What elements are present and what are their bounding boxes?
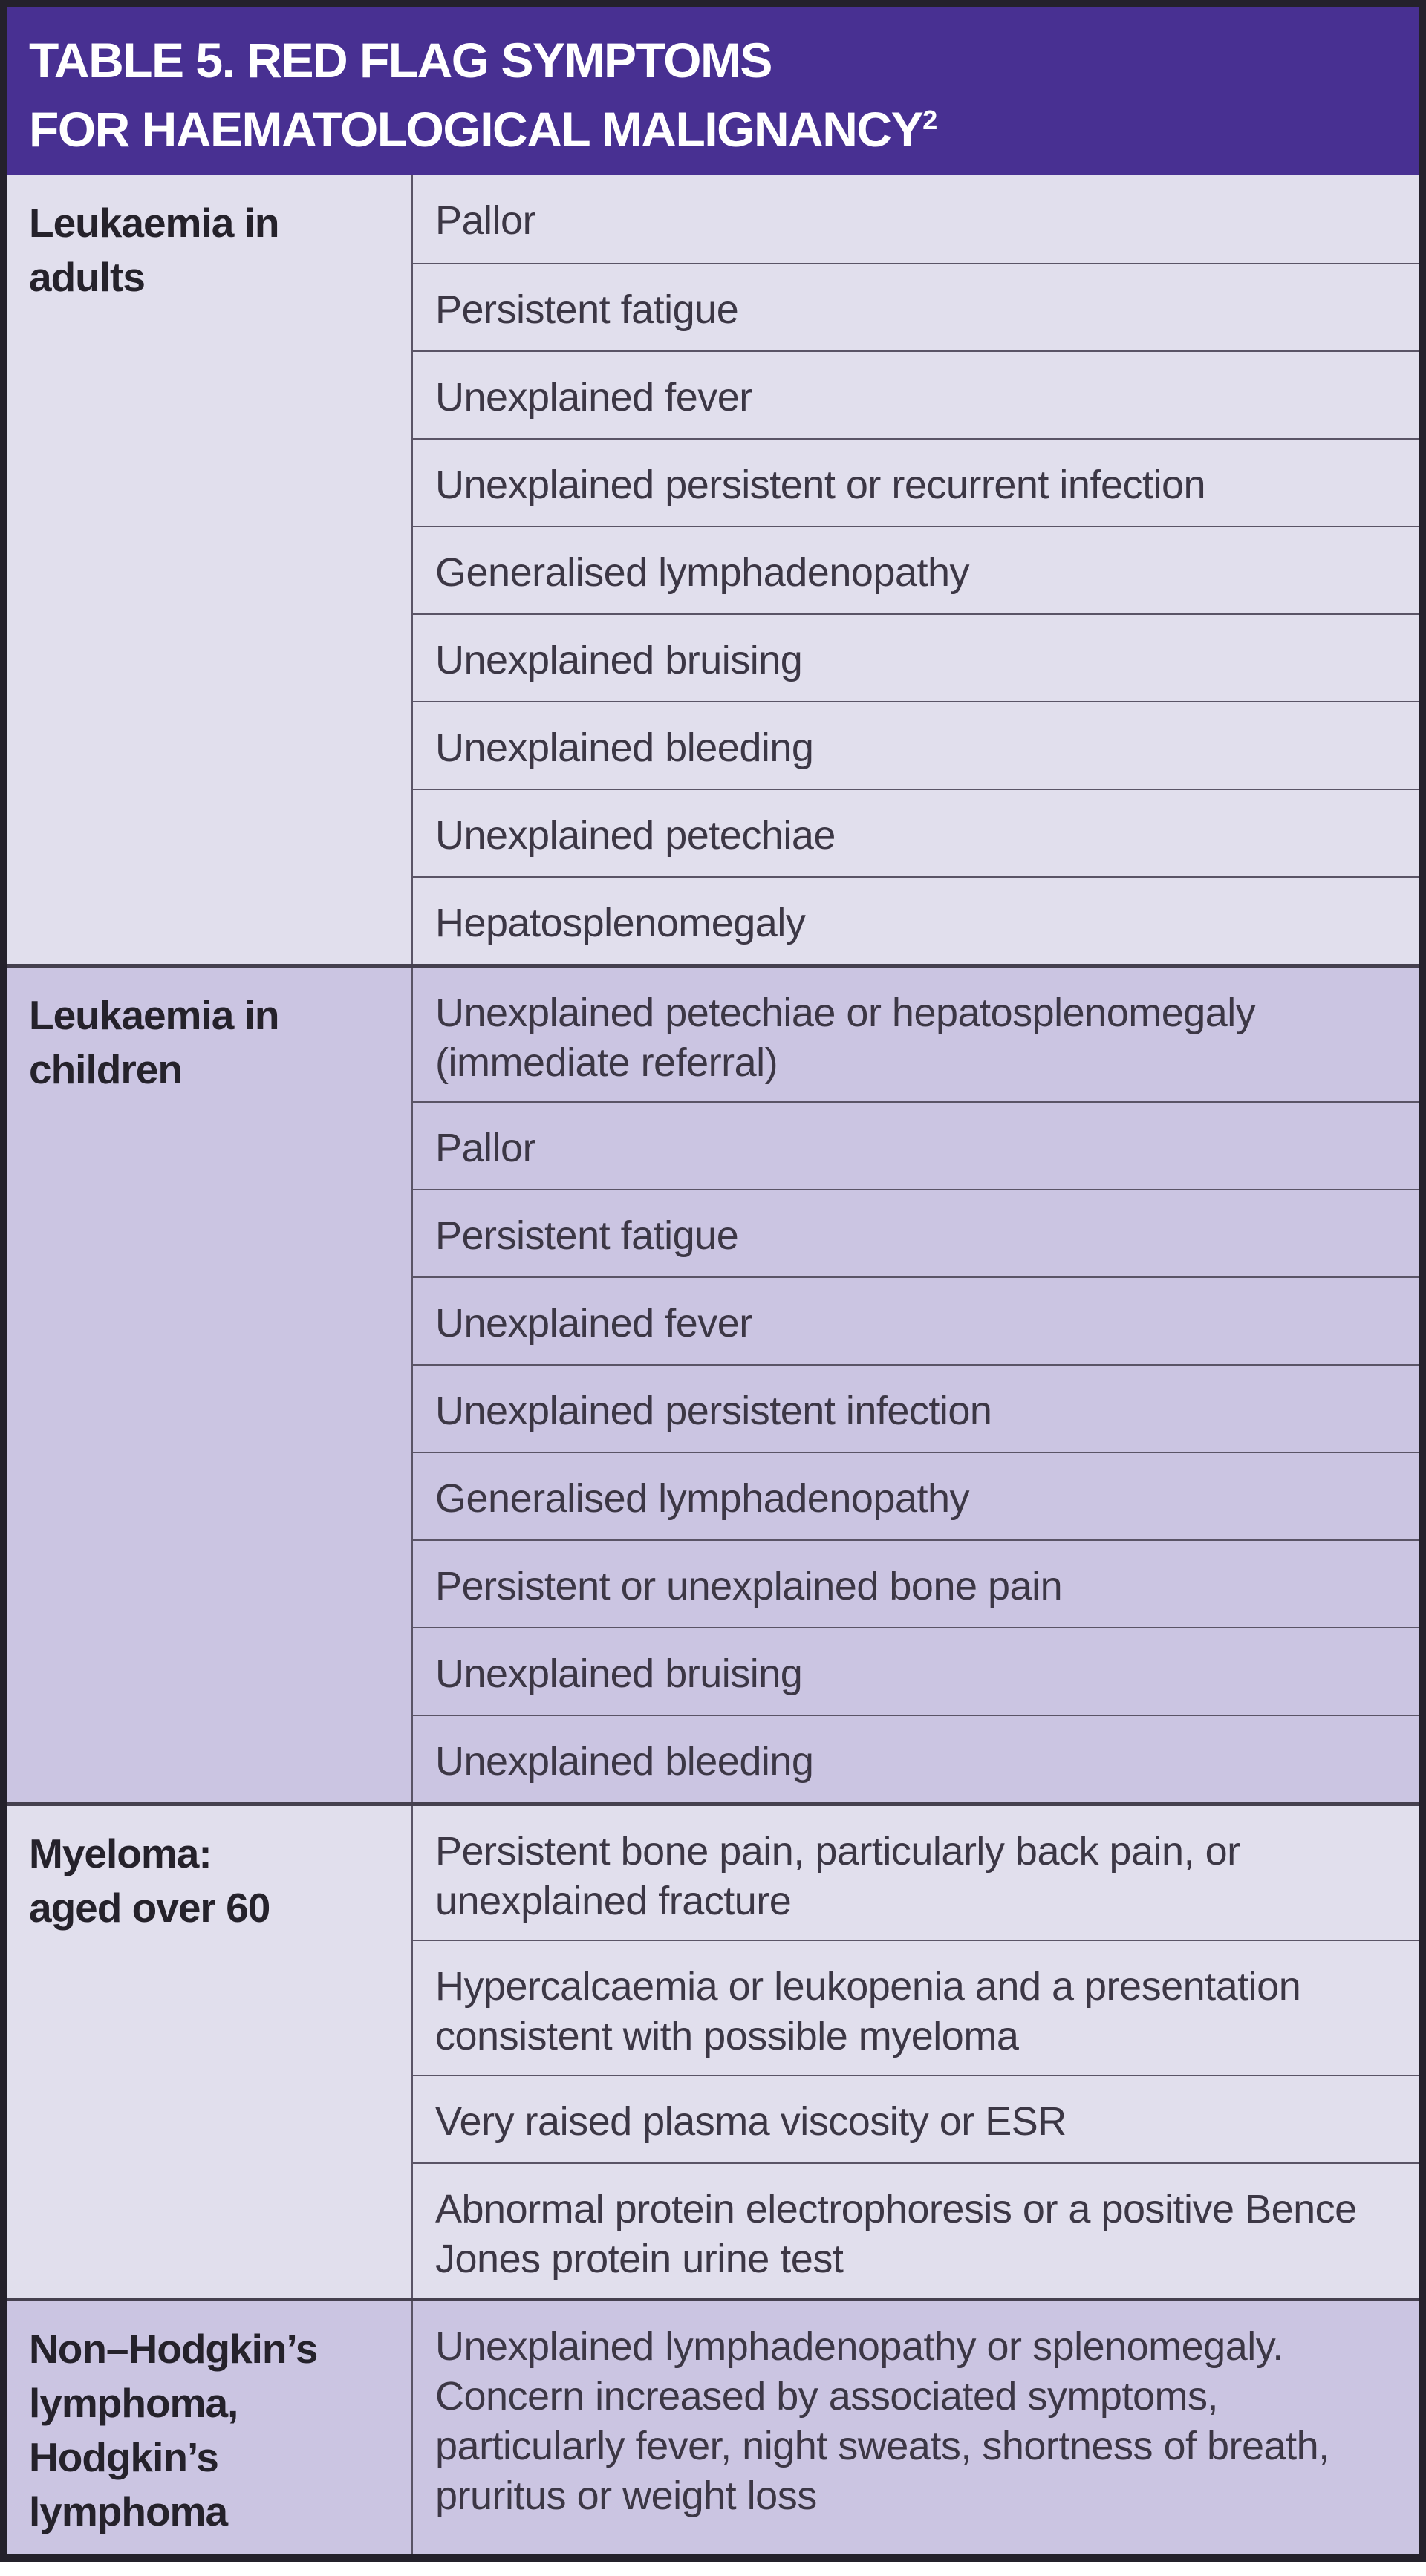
section-2 <box>7 1802 1419 2298</box>
category-line: Myeloma: <box>29 1830 212 1876</box>
symptom-row: Generalised lymphadenopathy <box>413 526 1419 613</box>
category-line: Hodgkin’s lymphoma <box>29 2434 228 2534</box>
table-title-line2 <box>29 95 1397 164</box>
symptom-rows <box>413 1806 1419 2298</box>
symptom-row: Unexplained fever <box>413 350 1419 438</box>
category-line: Leukaemia in children <box>29 992 279 1092</box>
category-cell <box>7 968 413 1802</box>
symptom-row: Unexplained bruising <box>413 613 1419 701</box>
category-line: Non–Hodgkin’s <box>29 2326 318 2372</box>
category-cell <box>7 175 413 964</box>
symptom-row: Unexplained persistent infection <box>413 1364 1419 1452</box>
symptom-rows <box>413 2301 1419 2554</box>
symptom-row: Hepatosplenomegaly <box>413 876 1419 964</box>
symptom-row: Very raised plasma viscosity or ESR <box>413 2075 1419 2162</box>
symptom-rows <box>413 968 1419 1802</box>
symptom-row: Unexplained bruising <box>413 1627 1419 1715</box>
table-body <box>7 175 1419 2554</box>
category-line: aged over 60 <box>29 1885 270 1931</box>
symptom-row: Pallor <box>435 198 536 243</box>
symptom-row: Unexplained persistent or recurrent infection <box>413 438 1419 526</box>
symptom-row: Unexplained fever <box>413 1276 1419 1364</box>
symptom-row: Generalised lymphadenopathy <box>413 1452 1419 1539</box>
table-header <box>7 7 1419 175</box>
section-3 <box>7 2298 1419 2554</box>
symptom-row: Pallor <box>413 1101 1419 1189</box>
section-1 <box>7 964 1419 1802</box>
symptom-rows <box>413 175 1419 964</box>
symptom-row: Unexplained bleeding <box>413 1715 1419 1802</box>
symptom-row: Unexplained bleeding <box>413 701 1419 789</box>
symptom-row: Persistent fatigue <box>413 1189 1419 1276</box>
category-cell <box>7 2301 413 2554</box>
symptom-row: Unexplained petechiae <box>413 789 1419 876</box>
symptom-row: Persistent fatigue <box>413 263 1419 350</box>
symptom-row: Unexplained petechiae or hepatosplenomegaly (immediate referral) <box>435 991 1256 1085</box>
symptom-row: Unexplained lymphadenopathy or splenomegaly. Concern increased by associated symptoms, particularly fever, night sweats, shortness of breath, pruritus or weight loss <box>435 2324 1329 2518</box>
category-cell <box>7 1806 413 2298</box>
table-title-line1: TABLE 5. RED FLAG SYMPTOMS <box>29 33 772 88</box>
symptom-row: Persistent bone pain, particularly back pain, or unexplained fracture <box>435 1829 1240 1923</box>
section-0 <box>7 175 1419 964</box>
symptom-row: Hypercalcaemia or leukopenia and a presentation consistent with possible myeloma <box>413 1940 1419 2075</box>
symptom-row: Persistent or unexplained bone pain <box>413 1539 1419 1627</box>
category-line: lymphoma, <box>29 2380 238 2426</box>
reference-superscript: 2 <box>922 105 937 135</box>
symptom-row: Abnormal protein electrophoresis or a positive Bence Jones protein urine test <box>413 2162 1419 2298</box>
table-title-line2-text: FOR HAEMATOLOGICAL MALIGNANCY <box>29 102 923 157</box>
category-line: Leukaemia in adults <box>29 200 279 300</box>
